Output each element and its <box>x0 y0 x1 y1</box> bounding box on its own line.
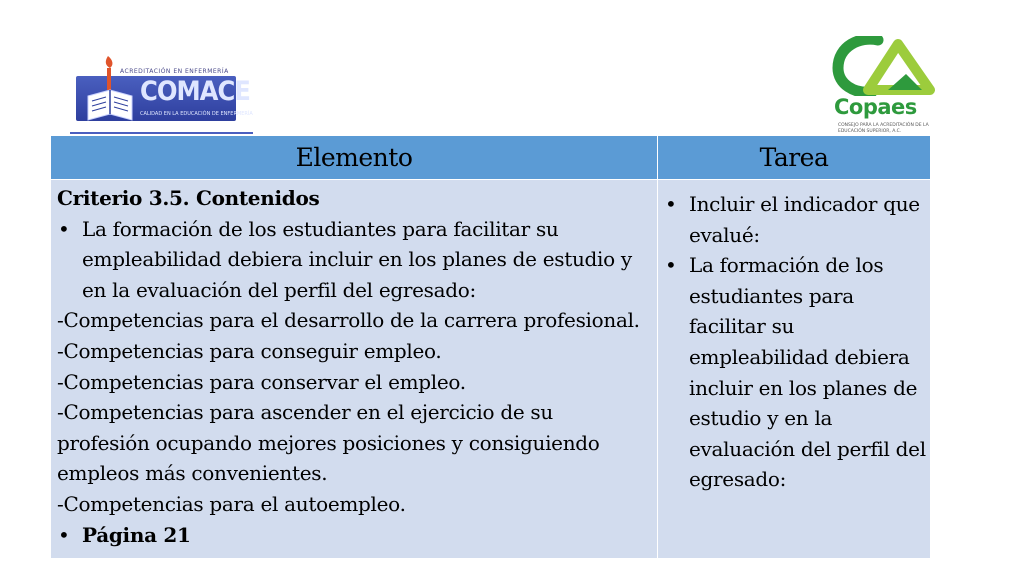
elemento-cell <box>51 180 658 559</box>
tarea-cell <box>658 180 931 559</box>
list-item <box>664 250 926 495</box>
elemento-bullet-text: La formación de los estudiantes para facilitar su empleabilidad debiera incluir en los planes de estudio y en la evaluación del perfil del egresado: <box>82 216 632 302</box>
criteria-table <box>50 135 931 559</box>
bullet-icon: • <box>665 192 677 216</box>
torch-book-icon <box>84 54 138 122</box>
competency-line: -Competencias para conseguir empleo. <box>57 338 442 363</box>
list-item <box>664 189 926 250</box>
bullet-icon: • <box>58 216 70 241</box>
page-reference: Página 21 <box>82 522 191 547</box>
list-item <box>57 214 651 306</box>
table-row <box>51 180 931 559</box>
copaes-mark-icon <box>826 36 946 96</box>
copaes-name: Copaes <box>834 95 917 119</box>
comace-subtitle: CALIDAD EN LA EDUCACIÓN DE ENFERMERÍA <box>140 111 253 117</box>
comace-underline <box>70 132 253 134</box>
bullet-icon: • <box>665 253 677 278</box>
header-elemento: Elemento <box>51 136 658 180</box>
criterion-title: Criterio 3.5. Contenidos <box>57 186 320 210</box>
competency-line: -Competencias para el desarrollo de la carrera profesional. <box>57 308 640 333</box>
header-tarea: Tarea <box>658 136 931 180</box>
copaes-logo <box>826 36 946 136</box>
comace-name: COMACE <box>140 76 250 107</box>
tarea-bullet-text: Incluir el indicador que evalué: <box>689 192 920 247</box>
list-item <box>57 520 651 551</box>
table-header-row <box>51 136 931 180</box>
competency-line: -Competencias para ascender en el ejercicio de su profesión ocupando mejores posiciones y consiguiendo empleos más convenientes. <box>57 400 600 486</box>
competency-line: -Competencias para el autoempleo. <box>57 491 406 516</box>
bullet-icon: • <box>58 522 70 547</box>
comace-top-text: ACREDITACIÓN EN ENFERMERÍA <box>120 68 229 75</box>
copaes-subtitle: CONSEJO PARA LA ACREDITACIÓN DE LA EDUCACIÓN SUPERIOR, A.C. <box>838 123 929 134</box>
tarea-bullet-text: La formación de los estudiantes para facilitar su empleabilidad debiera incluir en los planes de estudio y en la evaluación del perfil del egresado: <box>689 253 926 492</box>
comace-logo <box>70 50 253 134</box>
competency-line: -Competencias para conservar el empleo. <box>57 369 466 394</box>
